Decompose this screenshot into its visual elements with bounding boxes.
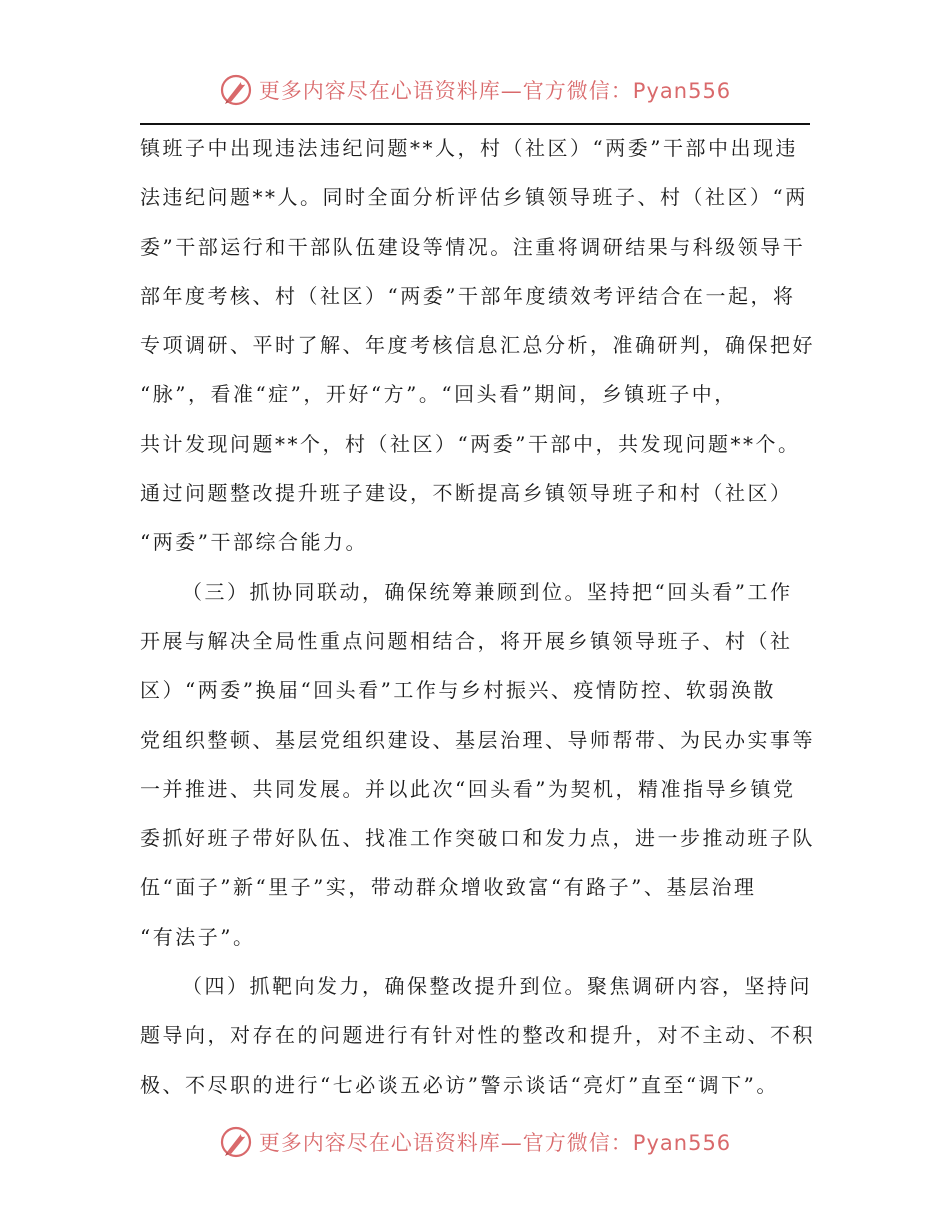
footer-banner (0, 1122, 950, 1162)
text-line: 通过问题整改提升班子建设，不断提高乡镇领导班子和村（社区） (140, 481, 793, 506)
footer-slogan: 更多内容尽在心语资料库—官方微信：Pyan556 (258, 1131, 732, 1155)
text-line: 部年度考核、村（社区）“两委”干部年度绩效考评结合在一起，将 (140, 283, 796, 308)
text-line: “脉”，看准“症”，开好“方”。“回头看”期间，乡镇班子中， (140, 382, 737, 407)
header-banner (0, 70, 950, 110)
text-line: “有法子”。 (140, 924, 256, 949)
text-line: 专项调研、平时了解、年度考核信息汇总分析，准确研判，确保把好 (140, 333, 815, 358)
section-heading-line: （四）抓靶向发力，确保整改提升到位。聚焦调研内容，坚持问 (182, 974, 812, 999)
section-heading-line: （三）抓协同联动，确保统筹兼顾到位。坚持把“回头看”工作 (182, 579, 793, 604)
text-line: 一并推进、共同发展。并以此次“回头看”为契机，精准指导乡镇党 (140, 776, 796, 801)
text-line: 法违纪问题**人。同时全面分析评估乡镇领导班子、村（社区）“两 (140, 185, 808, 210)
text-line: 党组织整顿、基层党组织建设、基层治理、导师帮带、为民办实事等 (140, 727, 815, 752)
text-line: 区）“两委”换届“回头看”工作与乡村振兴、疫情防控、软弱涣散 (140, 678, 776, 703)
header-slogan: 更多内容尽在心语资料库—官方微信：Pyan556 (258, 79, 732, 103)
pen-logo-icon (219, 73, 253, 107)
text-line: 伍“面子”新“里子”实，带动群众增收致富“有路子”、基层治理 (140, 875, 757, 900)
text-line: 题导向，对存在的问题进行有针对性的整改和提升，对不主动、不积 (140, 1023, 815, 1048)
text-line: 极、不尽职的进行“七必谈五必访”警示谈话“亮灯”直至“调下”。 (140, 1072, 779, 1097)
text-line: 委抓好班子带好队伍、找准工作突破口和发力点，进一步推动班子队 (140, 826, 815, 851)
text-line: 委”干部运行和干部队伍建设等情况。注重将调研结果与科级领导干 (140, 234, 806, 259)
document-body (140, 124, 815, 1110)
text-line: 开展与解决全局性重点问题相结合，将开展乡镇领导班子、村（社 (140, 628, 793, 653)
text-line: 共计发现问题**个，村（社区）“两委”干部中，共发现问题**个。 (140, 431, 801, 456)
pen-logo-icon (219, 1125, 253, 1159)
text-line: “两委”干部综合能力。 (140, 530, 368, 555)
text-line: 镇班子中出现违法违纪问题**人，村（社区）“两委”干部中出现违 (140, 136, 798, 160)
